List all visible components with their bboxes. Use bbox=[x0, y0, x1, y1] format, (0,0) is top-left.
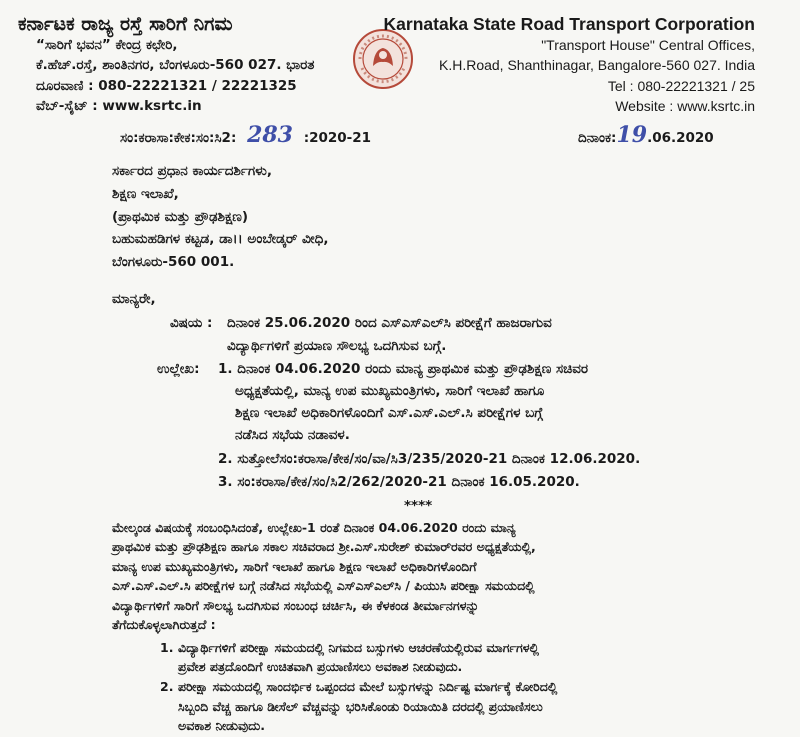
reference-1-line-1: 1. ದಿನಾಂಕ 04.06.2020 ರಂದು ಮಾನ್ಯ ಪ್ರಾಥಮಿಕ ಮತ್ತು ಪ್ರೌಢಶಿಕ್ಷಣ ಸಚಿವರ bbox=[218, 361, 589, 377]
addressee-line-2: ಶಿಕ್ಷಣ ಇಲಾಖೆ, bbox=[112, 186, 179, 202]
decision-1-line-1: ವಿದ್ಯಾರ್ಥಿಗಳಿಗೆ ಪರೀಕ್ಷಾ ಸಮಯದಲ್ಲಿ ನಿಗಮದ ಬಸ್ಸುಗಳು ಆಚರಣೆಯಲ್ಲಿರುವ ಮಾರ್ಗಗಳಲ್ಲಿ bbox=[178, 640, 539, 656]
decision-2-line-2: ಸಿಬ್ಬಂದಿ ವೆಚ್ಚ ಹಾಗೂ ಡೀಸೆಲ್ ವೆಚ್ಚವನ್ನು ಭರಿಸಿಕೊಂಡು ರಿಯಾಯಿತಿ ದರದಲ್ಲಿ ಪ್ರಯಾಣಿಸಲು bbox=[178, 698, 543, 714]
date-label: ದಿನಾಂಕ: bbox=[578, 130, 617, 146]
subject-line-2: ವಿದ್ಯಾರ್ಥಿಗಳಿಗೆ ಪ್ರಯಾಣ ಸೌಲಭ್ಯ ಒದಗಿಸುವ ಬಗ್ಗೆ. bbox=[227, 338, 447, 354]
decision-2-line-3: ಅವಕಾಶ ನೀಡುವುದು. bbox=[178, 718, 265, 733]
reference-year: :2020-21 bbox=[303, 130, 372, 146]
phone-kannada: ದೂರವಾಣಿ : 080-22221321 / 22221325 bbox=[36, 78, 297, 94]
body-line-1: ಮೇಲ್ಕಂಡ ವಿಷಯಕ್ಕೆ ಸಂಬಂಧಿಸಿದಂತೆ, ಉಲ್ಲೇಖ-1 ರಂತೆ ದಿನಾಂಕ 04.06.2020 ರಂದು ಮಾನ್ಯ bbox=[112, 520, 516, 535]
reference-1-line-2: ಅಧ್ಯಕ್ಷತೆಯಲ್ಲಿ, ಮಾನ್ಯ ಉಪ ಮುಖ್ಯಮಂತ್ರಿಗಳು, ಸಾರಿಗೆ ಇಲಾಖೆ ಹಾಗೂ bbox=[235, 383, 545, 399]
addressee-line-1: ಸರ್ಕಾರದ ಪ್ರಧಾನ ಕಾರ್ಯದರ್ಶಿಗಳು, bbox=[112, 163, 272, 179]
phone-english: Tel : 080-22221321 / 25 bbox=[607, 78, 755, 94]
subject-line-1: ದಿನಾಂಕ 25.06.2020 ರಿಂದ ಎಸ್‌ಎಸ್‌ಎಲ್‌ಸಿ ಪರೀಕ್ಷೆಗೆ ಹಾಜರಾಗುವ bbox=[227, 315, 552, 331]
body-line-5: ವಿದ್ಯಾರ್ಥಿಗಳಿಗೆ ಸಾರಿಗೆ ಸೌಲಭ್ಯ ಒದಗಿಸುವ ಸಂಬಂಧ ಚರ್ಚಿಸಿ, ಈ ಕೆಳಕಂಡ ತೀರ್ಮಾನಗಳನ್ನು bbox=[112, 597, 480, 613]
subject-label: ವಿಷಯ : bbox=[170, 315, 213, 331]
letter-date bbox=[578, 122, 714, 148]
address-line-kannada-1: “ಸಾರಿಗೆ ಭವನ” ಕೇಂದ್ರ ಕಛೇರಿ, bbox=[36, 37, 178, 53]
org-name-english: Karnataka State Road Transport Corporation bbox=[383, 14, 755, 34]
addressee-line-5: ಬೆಂಗಳೂರು-560 001. bbox=[112, 254, 235, 270]
body-line-2: ಪ್ರಾಥಮಿಕ ಮತ್ತು ಪ್ರೌಢಶಿಕ್ಷಣ ಹಾಗೂ ಸಕಾಲ ಸಚಿವರಾದ ಶ್ರೀ.ಎಸ್.ಸುರೇಶ್ ಕುಮಾರ್‌ರವರ ಅಧ್ಯಕ್ಷತೆಯಲ್ಲಿ, bbox=[112, 539, 536, 555]
addressee-line-4: ಬಹುಮಹಡಿಗಳ ಕಟ್ಟಡ, ಡಾ।। ಅಂಬೇಡ್ಕರ್ ವೀಧಿ, bbox=[112, 231, 329, 247]
decision-1-number: 1. bbox=[160, 640, 174, 656]
salutation: ಮಾನ್ಯರೇ, bbox=[112, 291, 156, 307]
body-line-4: ಎಸ್.ಎಸ್.ಎಲ್.ಸಿ ಪರೀಕ್ಷೆಗಳ ಬಗ್ಗೆ ನಡೆಸಿದ ಸಭೆಯಲ್ಲಿ ಎಸ್‌ಎಸ್‌ಎಲ್‌ಸಿ / ಪಿಯುಸಿ ಪರೀಕ್ಷಾ ಸಮಯದಲ್ಲಿ bbox=[112, 578, 535, 594]
org-name-kannada: ಕರ್ನಾಟಕ ರಾಜ್ಯ ರಸ್ತೆ ಸಾರಿಗೆ ನಿಗಮ bbox=[18, 13, 233, 35]
website-english: Website : www.ksrtc.in bbox=[615, 98, 755, 114]
reference-number bbox=[120, 122, 371, 148]
reference-label: ಸಂ:ಕರಾಸಾ:ಕೇಕ:ಸಂ:ಸಿ2: bbox=[120, 130, 237, 146]
date-rest: .06.2020 bbox=[647, 130, 714, 146]
body-line-3: ಮಾನ್ಯ ಉಪ ಮುಖ್ಯಮಂತ್ರಿಗಳು, ಸಾರಿಗೆ ಇಲಾಖೆ ಹಾಗೂ ಶಿಕ್ಷಣ ಇಲಾಖೆ ಅಧಿಕಾರಿಗಳೊಂದಿಗೆ bbox=[112, 558, 477, 574]
address-line-english-2: K.H.Road, Shanthinagar, Bangalore-560 027. India bbox=[438, 57, 755, 73]
address-line-english-1: "Transport House" Central Offices, bbox=[541, 37, 755, 53]
decision-1-line-2: ಪ್ರವೇಶ ಪತ್ರದೊಂದಿಗೆ ಉಚಿತವಾಗಿ ಪ್ರಯಾಣಿಸಲು ಅವಕಾಶ ನೀಡುವುದು. bbox=[178, 659, 463, 675]
separator: **** bbox=[404, 498, 433, 514]
decision-2-line-1: ಪರೀಕ್ಷಾ ಸಮಯದಲ್ಲಿ ಸಾಂದರ್ಭಿಕ ಒಪ್ಪಂದದ ಮೇಲೆ ಬಸ್ಸುಗಳನ್ನು ನಿರ್ದಿಷ್ಟ ಮಾರ್ಗಕ್ಕೆ ಕೋರಿದಲ್ಲಿ bbox=[178, 679, 558, 695]
reference-3: 3. ಸಂ:ಕರಾಸಾ/ಕೇಕ/ಸಂ/ಸಿ2/262/2020-21 ದಿನಾಂಕ 16.05.2020. bbox=[218, 474, 580, 490]
body-line-6: ತೆಗೆದುಕೊಳ್ಳಲಾಗಿರುತ್ತದೆ : bbox=[112, 616, 216, 632]
ksrtc-seal-icon bbox=[352, 28, 414, 90]
addressee-line-3: (ಪ್ರಾಥಮಿಕ ಮತ್ತು ಪ್ರೌಢಶಿಕ್ಷಣ) bbox=[112, 209, 249, 225]
reference-1-line-4: ನಡೆಸಿದ ಸಭೆಯ ನಡಾವಳ. bbox=[235, 427, 350, 443]
decision-2-number: 2. bbox=[160, 679, 174, 695]
reference-handwritten-number: 283 bbox=[247, 122, 293, 148]
references-label: ಉಲ್ಲೇಖ: bbox=[157, 361, 200, 377]
reference-2: 2. ಸುತ್ತೋಲೆಸಂ:ಕರಾಸಾ/ಕೇಕ/ಸಂ/ವಾ/ಸಿ3/235/2020-21 ದಿನಾಂಕ 12.06.2020. bbox=[218, 451, 641, 467]
date-handwritten-day: 19 bbox=[616, 122, 648, 148]
website-kannada: ವೆಬ್-ಸೈಟ್ : www.ksrtc.in bbox=[36, 98, 202, 114]
address-line-kannada-2: ಕೆ.ಹೆಚ್.ರಸ್ತೆ, ಶಾಂತಿನಗರ, ಬೆಂಗಳೂರು-560 027. ಭಾರತ bbox=[36, 57, 315, 73]
reference-1-line-3: ಶಿಕ್ಷಣ ಇಲಾಖೆ ಅಧಿಕಾರಿಗಳೊಂದಿಗೆ ಎಸ್.ಎಸ್.ಎಲ್.ಸಿ ಪರೀಕ್ಷೆಗಳ ಬಗ್ಗೆ bbox=[235, 405, 543, 421]
